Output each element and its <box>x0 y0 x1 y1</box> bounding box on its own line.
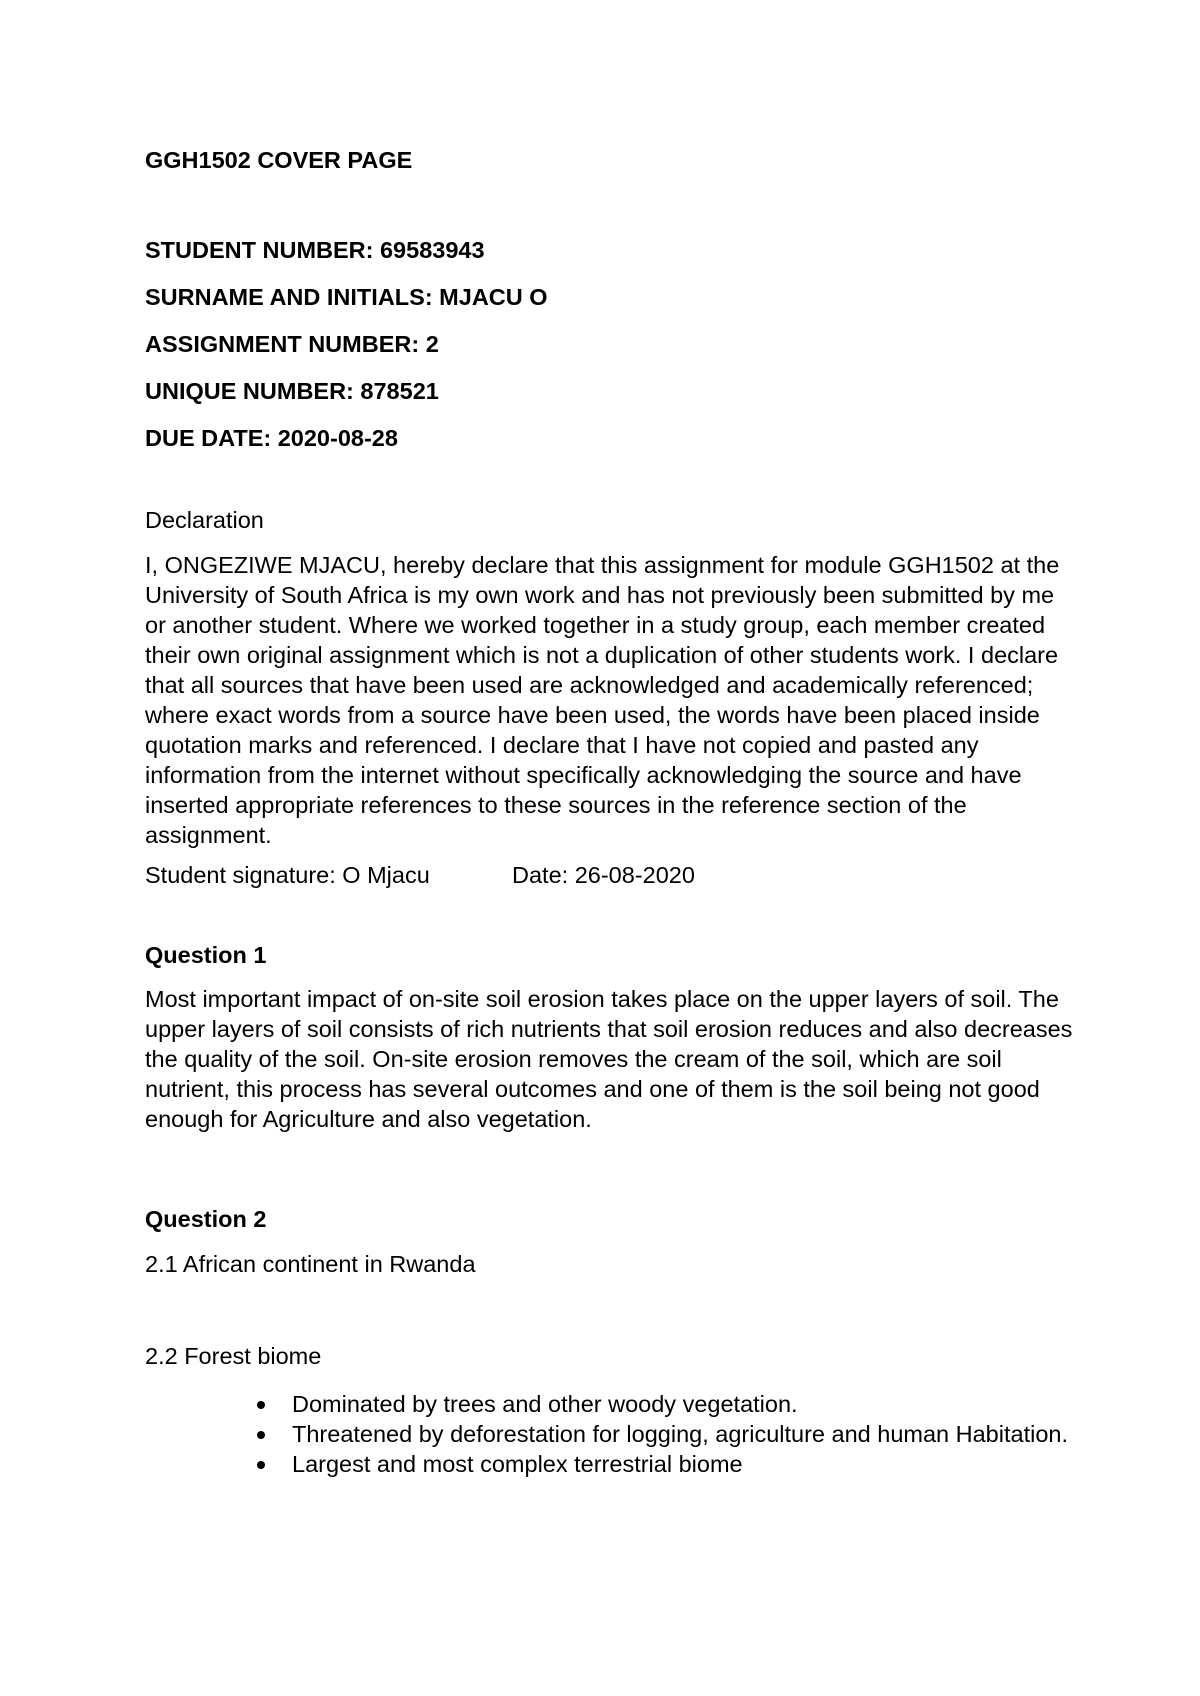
signature-line <box>145 860 1075 890</box>
list-item <box>145 1389 1075 1419</box>
list-item-text: Largest and most complex terrestrial biome <box>292 1451 743 1477</box>
question-1-heading: Question 1 <box>145 942 267 968</box>
bullet-icon <box>257 1461 265 1469</box>
declaration-heading: Declaration <box>145 507 264 533</box>
list-item-text: Dominated by trees and other woody vegetation. <box>292 1391 798 1417</box>
surname-initials: SURNAME AND INITIALS: MJACU O <box>145 284 548 310</box>
unique-number: UNIQUE NUMBER: 878521 <box>145 378 439 404</box>
question-1-body: Most important impact of on-site soil erosion takes place on the upper layers of soil. The upper layers of soil consists of rich nutrients that soil erosion reduces and also decreases the quality of the soil. On-site erosion removes the cream of the soil, which are soil nutrient, this process has several outcomes and one of them is the soil being not good enough for Agriculture and also vegetation. <box>145 986 1073 1132</box>
due-date: DUE DATE: 2020-08-28 <box>145 425 398 451</box>
cover-fields <box>145 235 1075 453</box>
student-signature: Student signature: O Mjacu <box>145 862 430 888</box>
forest-biome-list <box>145 1389 1075 1479</box>
cover-title: GGH1502 COVER PAGE <box>145 147 413 173</box>
signature-date: Date: 26-08-2020 <box>512 862 695 888</box>
list-item <box>145 1419 1075 1449</box>
assignment-number: ASSIGNMENT NUMBER: 2 <box>145 331 439 357</box>
list-item <box>145 1449 1075 1479</box>
list-item-text: Threatened by deforestation for logging, agriculture and human Habitation. <box>292 1421 1068 1447</box>
declaration-body: I, ONGEZIWE MJACU, hereby declare that this assignment for module GGH1502 at the University of South Africa is my own work and has not previously been submitted by me or another student. Where we worked together in a study group, each member created their own original assignment which is not a duplication of other students work. I declare that all sources that have been used are acknowledged and academically referenced; where exact words from a source have been used, the words have been placed inside quotation marks and referenced. I declare that I have not copied and pasted any information from the internet without specifically acknowledging the source and have inserted appropriate references to these sources in the reference section of the assignment. <box>145 552 1060 848</box>
document-content <box>145 145 1075 1479</box>
question-2-2: 2.2 Forest biome <box>145 1343 322 1369</box>
bullet-icon <box>257 1401 265 1409</box>
student-number: STUDENT NUMBER: 69583943 <box>145 237 485 263</box>
bullet-icon <box>257 1431 265 1439</box>
question-2-1: 2.1 African continent in Rwanda <box>145 1251 476 1277</box>
question-2-heading: Question 2 <box>145 1206 267 1232</box>
